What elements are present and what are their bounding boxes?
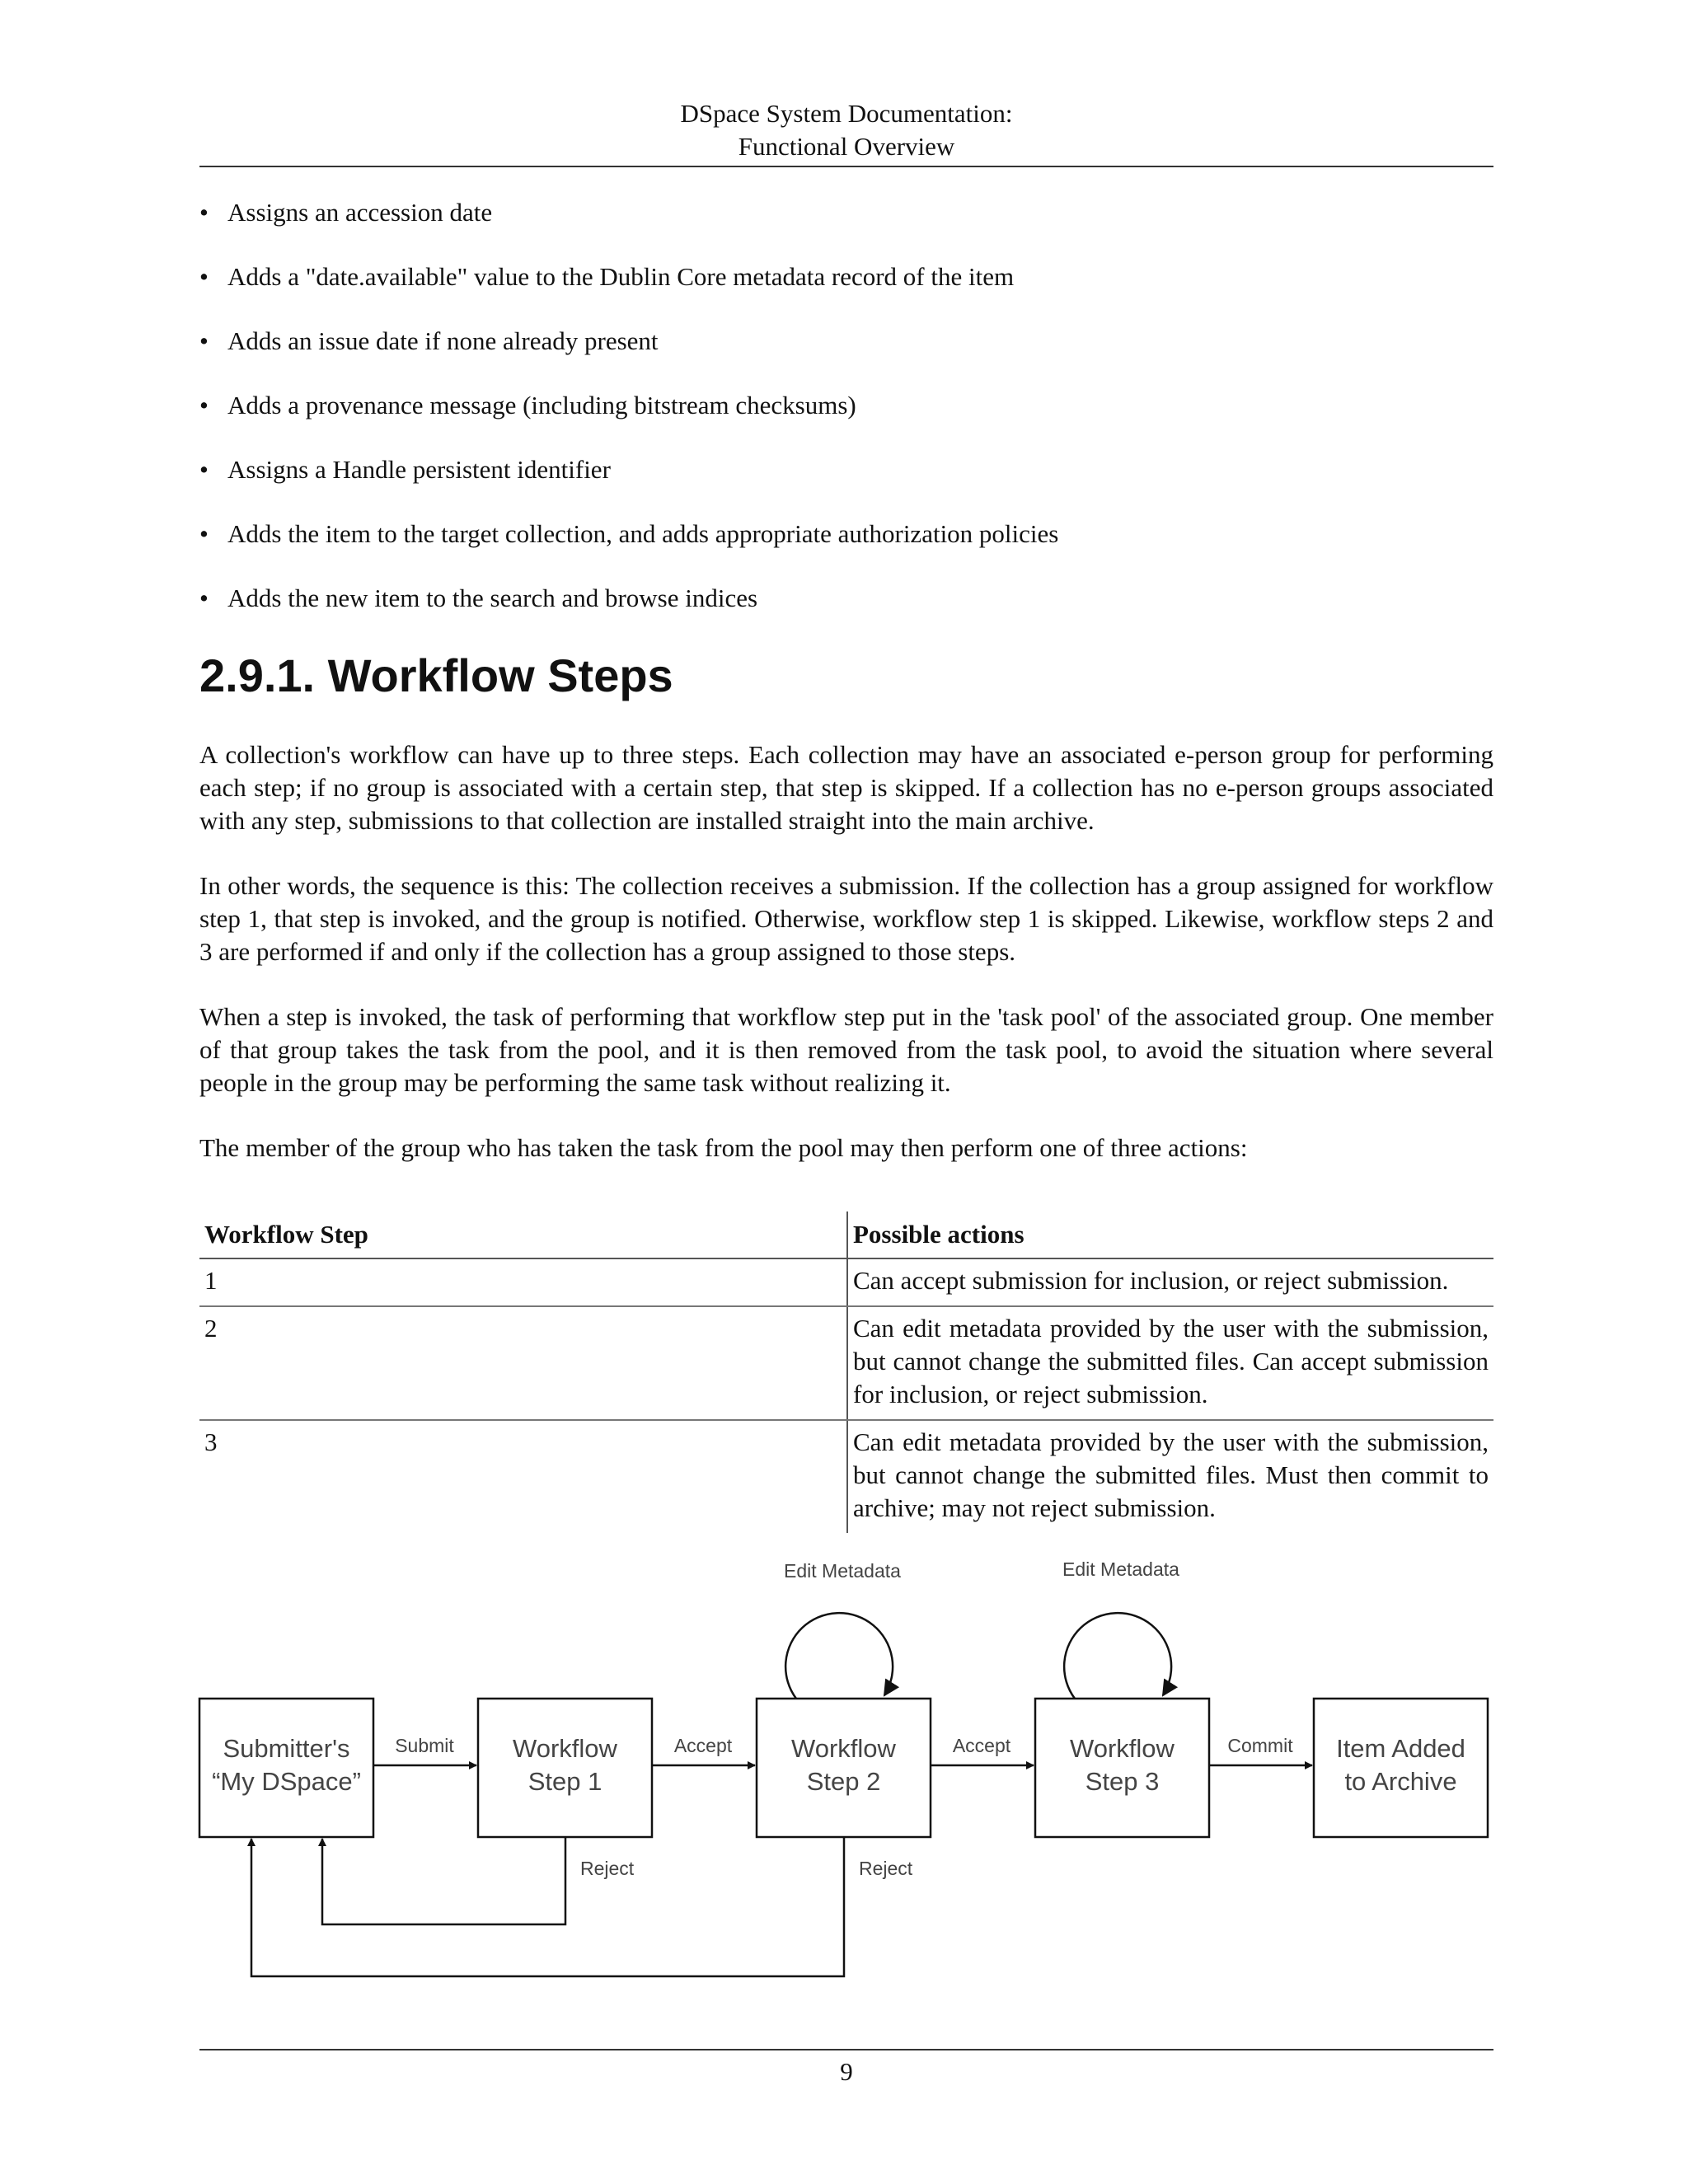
node-workflow-step-1 [478, 1699, 652, 1837]
bullet-icon: • [199, 583, 209, 612]
edge-accept-step2 [931, 1735, 1034, 1765]
paragraph-task-pool: When a step is invoked, the task of performing that workflow step put in the 'task pool' of the associated group. One member of that group takes the task from the pool, and it is then removed from the task pool, to avoid the situation where several people in the group may be performing the same task without realizing it. [199, 1002, 1493, 1097]
node-label: Workflow [513, 1734, 617, 1763]
edge-accept-step1 [652, 1735, 755, 1765]
edge-label-edit-metadata: Edit Metadata [784, 1560, 901, 1582]
footer-rule [199, 2049, 1493, 2050]
edge-label-reject: Reject [859, 1858, 913, 1879]
list-item-text: Adds the item to the target collection, and adds appropriate authorization policies [227, 519, 1059, 548]
table-cell-actions: Can accept submission for inclusion, or reject submission. [847, 1258, 1493, 1306]
list-item-text: Assigns a Handle persistent identifier [227, 455, 611, 484]
list-item-text: Assigns an accession date [227, 198, 493, 227]
node-label: Workflow [791, 1734, 896, 1763]
node-label: “My DSpace” [212, 1767, 361, 1796]
edit-metadata-loop-step2 [784, 1560, 901, 1699]
node-label: Step 3 [1085, 1767, 1160, 1796]
header-title: DSpace System Documentation: [680, 99, 1013, 128]
bullet-icon: • [199, 455, 209, 484]
edge-label-reject: Reject [580, 1858, 635, 1879]
node-workflow-step-2 [757, 1699, 931, 1837]
edge-submit [373, 1735, 476, 1765]
list-item-text: Adds a provenance message (including bitstream checksums) [227, 391, 856, 419]
list-item-text: Adds a "date.available" value to the Dublin Core metadata record of the item [227, 262, 1015, 291]
paragraph-sequence: In other words, the sequence is this: The collection receives a submission. If the collection has a group assigned for workflow step 1, that step is invoked, and the group is notified. Otherwise, workflow step 1 is skipped. Likewise, workflow steps 2 and 3 are performed if and only if the collection has a group assigned to those steps. [199, 871, 1493, 966]
table-cell-actions: Can edit metadata provided by the user with the submission, but cannot change the submitted files. Must then commit to archive; may not reject submission. [853, 1427, 1489, 1522]
paragraph-actions-intro: The member of the group who has taken the task from the pool may then perform one of three actions: [199, 1133, 1248, 1162]
table-cell-step: 1 [199, 1258, 847, 1306]
node-label: Step 1 [528, 1767, 603, 1796]
table-cell-step: 2 [199, 1306, 847, 1420]
edge-label-edit-metadata: Edit Metadata [1062, 1558, 1179, 1580]
node-label: to Archive [1344, 1767, 1457, 1796]
header-subtitle: Functional Overview [738, 132, 955, 161]
list-item-text: Adds the new item to the search and browse indices [227, 583, 758, 612]
paragraph-workflow-intro: A collection's workflow can have up to three steps. Each collection may have an associated e-person group for performing each step; if no group is associated with a certain step, that step is skipped. If a collection has no e-person groups associated with any step, submissions to that collection are installed straight into the main archive. [199, 740, 1493, 835]
node-label: Submitter's [223, 1734, 350, 1763]
edge-commit [1209, 1735, 1312, 1765]
bullet-icon: • [199, 326, 209, 355]
edit-metadata-loop-step3 [1062, 1558, 1179, 1699]
edge-label-commit: Commit [1227, 1735, 1293, 1756]
edge-label-accept: Accept [673, 1735, 733, 1756]
column-header-possible-actions: Possible actions [847, 1212, 1493, 1258]
column-header-workflow-step: Workflow Step [199, 1212, 847, 1258]
table-cell-step: 3 [199, 1420, 847, 1533]
list-item-text: Adds an issue date if none already present [227, 326, 659, 355]
node-label: Step 2 [806, 1767, 881, 1796]
bullet-icon: • [199, 391, 209, 419]
section-heading: 2.9.1. Workflow Steps [199, 649, 673, 701]
edge-label-submit: Submit [395, 1735, 454, 1756]
table-cell-actions: Can edit metadata provided by the user with the submission, but cannot change the submitted files. Can accept submission for inclusion, or reject submission. [847, 1306, 1493, 1420]
edge-reject-step1 [322, 1837, 635, 1924]
node-label: Item Added [1336, 1734, 1465, 1763]
bullet-icon: • [199, 198, 209, 227]
page-number: 9 [840, 2057, 853, 2086]
bullet-icon: • [199, 519, 209, 548]
edge-label-accept: Accept [952, 1735, 1011, 1756]
node-item-added-to-archive [1314, 1699, 1488, 1837]
node-workflow-step-3 [1035, 1699, 1209, 1837]
bullet-icon: • [199, 262, 209, 291]
node-submitter-my-dspace [199, 1699, 373, 1837]
node-label: Workflow [1070, 1734, 1175, 1763]
